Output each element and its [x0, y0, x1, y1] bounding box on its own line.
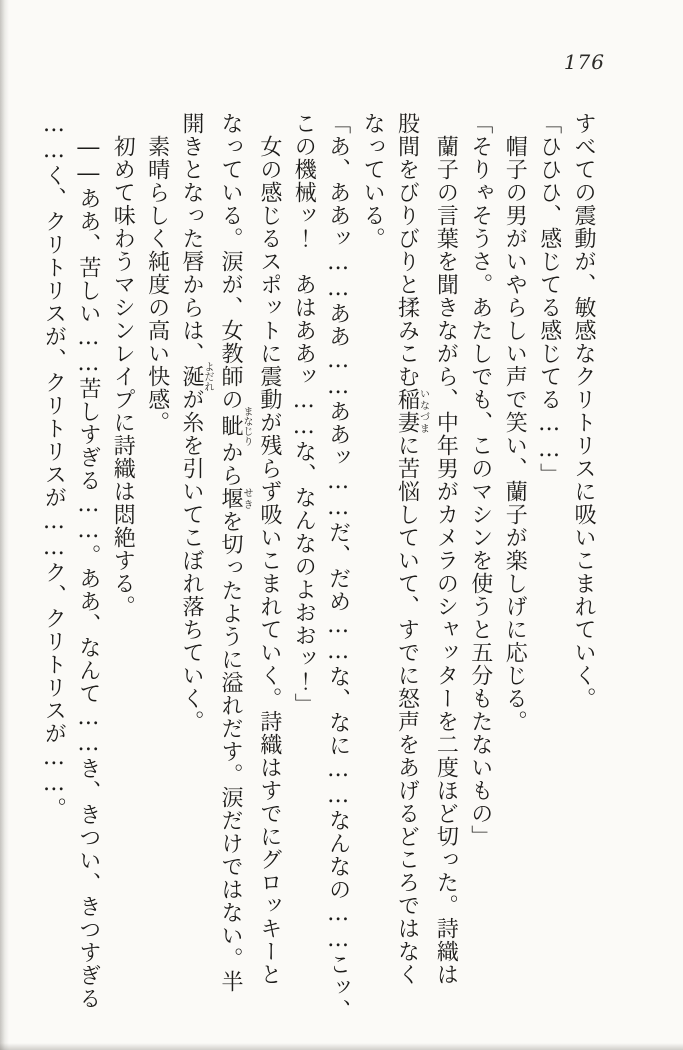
text-line: 股間をびりびりと揉みこむ稲妻いなづまに苦悩していて、すでに怒声をあげるどころではなく	[394, 112, 429, 986]
page-number: 176	[563, 50, 605, 74]
text-line: この機械ッ！ あはああッ……な、なんなのよおおッ！」	[291, 112, 317, 716]
furigana-term: 眦まなじり	[217, 406, 252, 446]
text-line: 初めて味わうマシンレイプに詩織は悶絶する。	[110, 135, 136, 618]
text-line: ――ああ、苦しい……苦しすぎる……。ああ、なんて……き、きつい、きつすぎる	[75, 135, 101, 1010]
text-line: すべての震動が、敏感なクリトリスに吸いこまれていく。	[571, 112, 596, 710]
text-line: 開きとなった唇からは、涎よだれが糸を引いてこぼれ落ちていく。	[179, 112, 214, 733]
text-line: 「ひひひ、感じてる感じてる……」	[536, 112, 562, 486]
text-line: なっている。涙が、女教師の眦まなじりから堰せきを切ったように溢れだす。涙だけではない。半	[217, 112, 252, 993]
scan-bottom-edge-shading	[0, 1043, 683, 1050]
furigana-reading: よだれ	[202, 361, 214, 392]
text-line: 女の感じるスポットに震動が残らず吸いこまれていく。詩織はすでにグロッキーと	[256, 135, 282, 986]
text-line: 「あ、ああッ……ああ……ああッ……だ、だめ……な、なに……なんなの……こッ、	[325, 112, 351, 1022]
text-line: なっている。	[360, 112, 386, 250]
furigana-term: 涎よだれ	[179, 361, 214, 392]
text-line: 「そりゃそうさ。あたしでも、このマシンを使うと五分もたないもの」	[467, 112, 493, 848]
furigana-reading: いなづま	[417, 388, 429, 434]
furigana-term: 稲妻いなづま	[394, 388, 429, 434]
furigana-reading: まなじり	[240, 406, 252, 446]
text-line: ……く、クリトリスが、クリトリスが……ク、クリトリスが……。	[41, 112, 67, 820]
furigana-term: 堰せき	[217, 487, 252, 510]
text-line: 帽子の男がいやらしい声で笑い、蘭子が楽しげに応じる。	[502, 135, 528, 733]
text-line: 素晴らしく純度の高い快感。	[144, 135, 170, 434]
vertical-text-block	[41, 112, 600, 1022]
scan-left-edge-shading	[0, 0, 9, 1050]
furigana-reading: せき	[240, 487, 252, 510]
text-line: 蘭子の言葉を聞きながら、中年男がカメラのシャッターを二度ほど切った。詩織は	[433, 135, 459, 986]
